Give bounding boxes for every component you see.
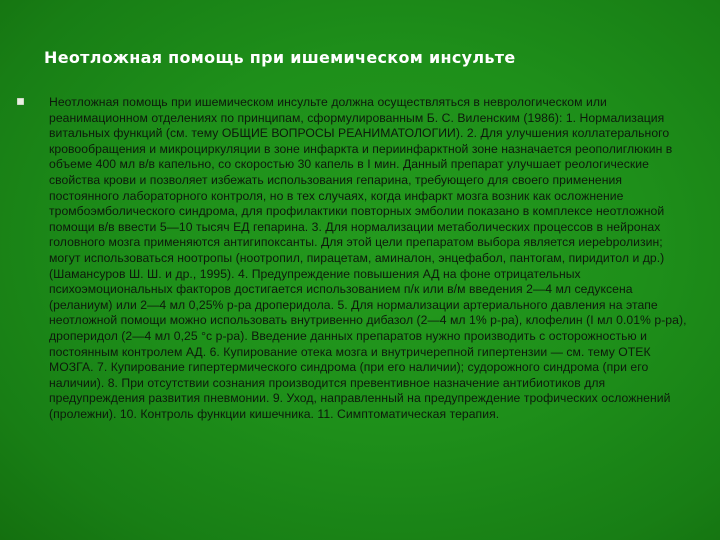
bullet-item — [12, 95, 692, 422]
slide-content — [12, 95, 692, 422]
bullet-text: Неотложная помощь при ишемическом инсульте должна осуществляться в неврологическом или реанимационном отделениях по принципам, сформулированным Б. С. Виленским (1986): 1. Нормализация витальных функций (см. тему ОБЩИЕ ВОПРОСЫ РЕАНИМАТОЛОГИИ). 2. Для улучшения коллатерального кровообращения и микроциркуляции в зоне инфаркта и периинфарктной зоне назначается реополиглюкин в объеме 400 мл в/в капельно, со скоростью 30 капель в I мин. Данный препарат улучшает реологические свойства крови и позволяет избежать использования гепарина, требующего для своего применения постоянного лабораторного контроля, но в тех случаях, когда инфаркт мозга возник как осложнение тромбоэмболического синдрома, для профилактики повторных эмболии показано в комплексе неотложной помощи в/в ввести 5—10 тысяч ЕД гепарина. 3. Для нормализации метаболических процессов в нейронах головного мозга применяются антигипоксанты. Для этой цели препаратом выбора является иерebролизин; могут использоваться ноотропы (ноотропил, пирацетам, аминалон, энцефабол, пантогам, пиридитол и др.) (Шамансуров Ш. Ш. и др., 1995). 4. Предупреждение повышения АД на фоне отрицательных психоэмоциональных факторов достигается использованием п/к или в/м введения 2—4 мл седуксена (реланиум) или 2—4 мл 0,25% р-ра дроперидола. 5. Для нормализации артериального давления на этапе неотложной помощи можно использовать внутривенно дибазол (2—4 мл 1% р-ра), клофелин (I мл 0.01% р-ра), дроперидол (2—4 мл 0,25 °с р-ра). Введение данных препаратов нужно производить с осторожностью и постоянным контролем АД. 6. Купирование отека мозга и внутричерепной гипертензии — см. тему ОТЕК МОЗГА. 7. Купирование гипертермического синдрома (при его наличии); судорожного синдрома (при его наличии). 8. При отсутствии сознания производится превентивное назначение антибиотиков для предупреждения развития пневмонии. 9. Уход, направленный на предупреждение трофических осложнений (пролежни). 10. Контроль функции кишечника. 11. Симптоматическая терапия. — [49, 95, 687, 421]
slide-title: Неотложная помощь при ишемическом инсульте — [44, 48, 516, 67]
square-bullet-icon — [17, 98, 24, 105]
